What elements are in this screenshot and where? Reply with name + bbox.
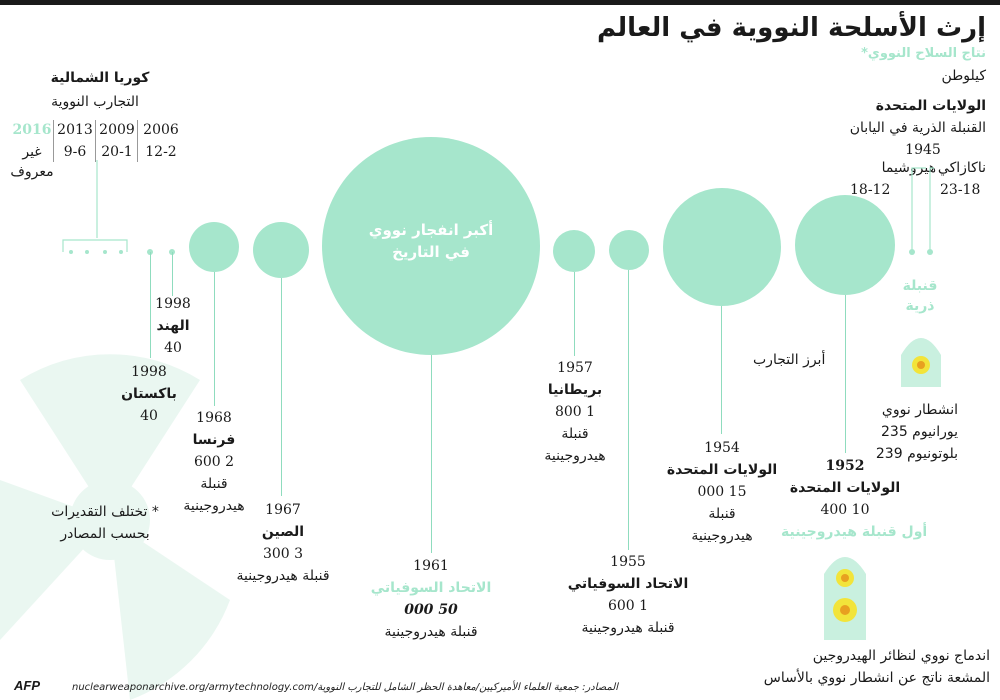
- ussr-1961-line: [431, 355, 432, 553]
- france-line: [214, 272, 215, 406]
- us-1952-country: الولايات المتحدة: [789, 480, 901, 496]
- uk-country: بريطانيا: [547, 382, 603, 398]
- india-value: 40: [164, 340, 182, 356]
- atomic-bomb-icon: [893, 325, 949, 395]
- ussr-1955-type: قنبلة هيدروجينية: [581, 620, 675, 636]
- us-1945-connectors: [890, 160, 950, 260]
- nk-unknown-2: معروف: [10, 164, 54, 180]
- top-rule: [0, 0, 1000, 5]
- major-tests-label: أبرز التجارب: [753, 352, 826, 368]
- uk-value: 1 800: [554, 404, 596, 420]
- page-title: إرث الأسلحة النووية في العالم: [596, 13, 986, 43]
- china-line: [281, 278, 282, 496]
- fusion-line-1: اندماج نووي لنظائر الهيدروجين: [812, 648, 990, 664]
- source-text: المصادر: جمعية العلماء الأميركيين/معاهدة الحظر الشامل للتجارب النووية/nuclearweaponarchive.org/armytechnology.com: [72, 682, 619, 693]
- us-1952-value: 10 400: [820, 502, 870, 518]
- fission-line-3: بلوتونيوم 239: [875, 446, 958, 462]
- nk-bracket: [55, 160, 185, 260]
- nk-test-year-unknown: 2016: [12, 122, 52, 138]
- us-1952-line: [845, 295, 846, 453]
- china-year: 1967: [265, 502, 301, 518]
- footnote-star: *: [151, 504, 159, 520]
- ussr-1961-type: قنبلة هيدروجينية: [384, 624, 478, 640]
- france-circle: [189, 222, 239, 272]
- nk-test-value-unknown: غير: [22, 144, 42, 160]
- ussr-1961-year: 1961: [413, 558, 449, 574]
- ussr-1955-line: [628, 270, 629, 550]
- us-1952-circle: [795, 195, 895, 295]
- north-korea-subtitle: التجارب النووية: [51, 94, 139, 110]
- france-type-2: هيدروجينية: [183, 498, 245, 514]
- pakistan-country: باكستان: [121, 386, 177, 402]
- nagasaki-value: 23-18: [940, 182, 981, 198]
- uk-circle: [553, 230, 595, 272]
- footnote-text: تختلف التقديرات: [51, 504, 148, 520]
- us-1954-year: 1954: [704, 440, 740, 456]
- fission-line-1: انشطار نووي: [881, 402, 958, 418]
- uk-year: 1957: [557, 360, 593, 376]
- biggest-label-2: في التاريخ: [392, 243, 470, 261]
- us-1945-country: الولايات المتحدة: [875, 98, 986, 114]
- hydrogen-bomb-icon: [818, 548, 872, 644]
- nk-test-year: 2013: [57, 122, 93, 138]
- ussr-1955-country: الاتحاد السوفياتي: [567, 576, 689, 592]
- pakistan-year: 1998: [131, 364, 167, 380]
- us-1945-year: 1945: [905, 142, 941, 158]
- india-country: الهند: [156, 318, 190, 334]
- china-circle: [253, 222, 309, 278]
- nk-test-year: 2009: [99, 122, 135, 138]
- us-1954-value: 15 000: [697, 484, 747, 500]
- fusion-line-2: المشعة ناتج عن انشطار نووي بالأساس: [763, 670, 990, 686]
- india-year: 1998: [155, 296, 191, 312]
- uk-line: [574, 272, 575, 356]
- nk-test-value: 20-1: [101, 144, 133, 160]
- us-1952-year: 1952: [825, 458, 865, 474]
- us-1954-country: الولايات المتحدة: [666, 462, 778, 478]
- china-country: الصين: [261, 524, 305, 540]
- ussr-1955-circle: [609, 230, 649, 270]
- atomic-bomb-label-2: ذرية: [905, 298, 935, 314]
- footnote-line-2: بحسب المصادر: [60, 526, 150, 542]
- china-type: قنبلة هيدروجينية: [236, 568, 330, 584]
- nagasaki-label: ناكازاكي: [937, 160, 986, 176]
- uk-type-1: قنبلة: [561, 426, 589, 442]
- france-country: فرنسا: [192, 432, 236, 448]
- legend-unit: كيلوطن: [941, 68, 986, 84]
- us-1954-line: [721, 306, 722, 434]
- nk-test-value: 12-2: [145, 144, 177, 160]
- nk-test-year: 2006: [143, 122, 179, 138]
- france-value: 2 600: [193, 454, 235, 470]
- hiroshima-label: هيروشيما: [881, 160, 936, 176]
- first-h-bomb-label: أول قنبلة هيدروجينية: [781, 524, 928, 540]
- us-1954-circle: [663, 188, 781, 306]
- india-line: [172, 252, 173, 296]
- biggest-label-1: أكبر انفجار نووي: [368, 221, 494, 239]
- ussr-1955-year: 1955: [610, 554, 646, 570]
- nk-test-value: 9-6: [63, 144, 87, 160]
- legend-yield-label: نتاج السلاح النووي*: [861, 46, 986, 61]
- hiroshima-value: 18-12: [850, 182, 891, 198]
- us-1954-type-1: قنبلة: [708, 506, 736, 522]
- afp-logo: AFP: [14, 678, 40, 693]
- ussr-1955-value: 1 600: [607, 598, 649, 614]
- atomic-bomb-label-1: قنبلة: [902, 278, 938, 294]
- footnote-line-1: [40, 502, 170, 522]
- us-1945-desc: القنبلة الذرية في اليابان: [849, 120, 986, 136]
- pakistan-value: 40: [140, 408, 158, 424]
- uk-type-2: هيدروجينية: [544, 448, 606, 464]
- france-year: 1968: [196, 410, 232, 426]
- ussr-1961-country: الاتحاد السوفياتي: [370, 580, 492, 596]
- china-value: 3 300: [262, 546, 304, 562]
- north-korea-country: كوريا الشمالية: [50, 70, 150, 86]
- fission-line-2: يورانيوم 235: [881, 424, 958, 440]
- ussr-1961-value: 50 000: [404, 602, 458, 618]
- france-type-1: قنبلة: [200, 476, 228, 492]
- us-1954-type-2: هيدروجينية: [691, 528, 753, 544]
